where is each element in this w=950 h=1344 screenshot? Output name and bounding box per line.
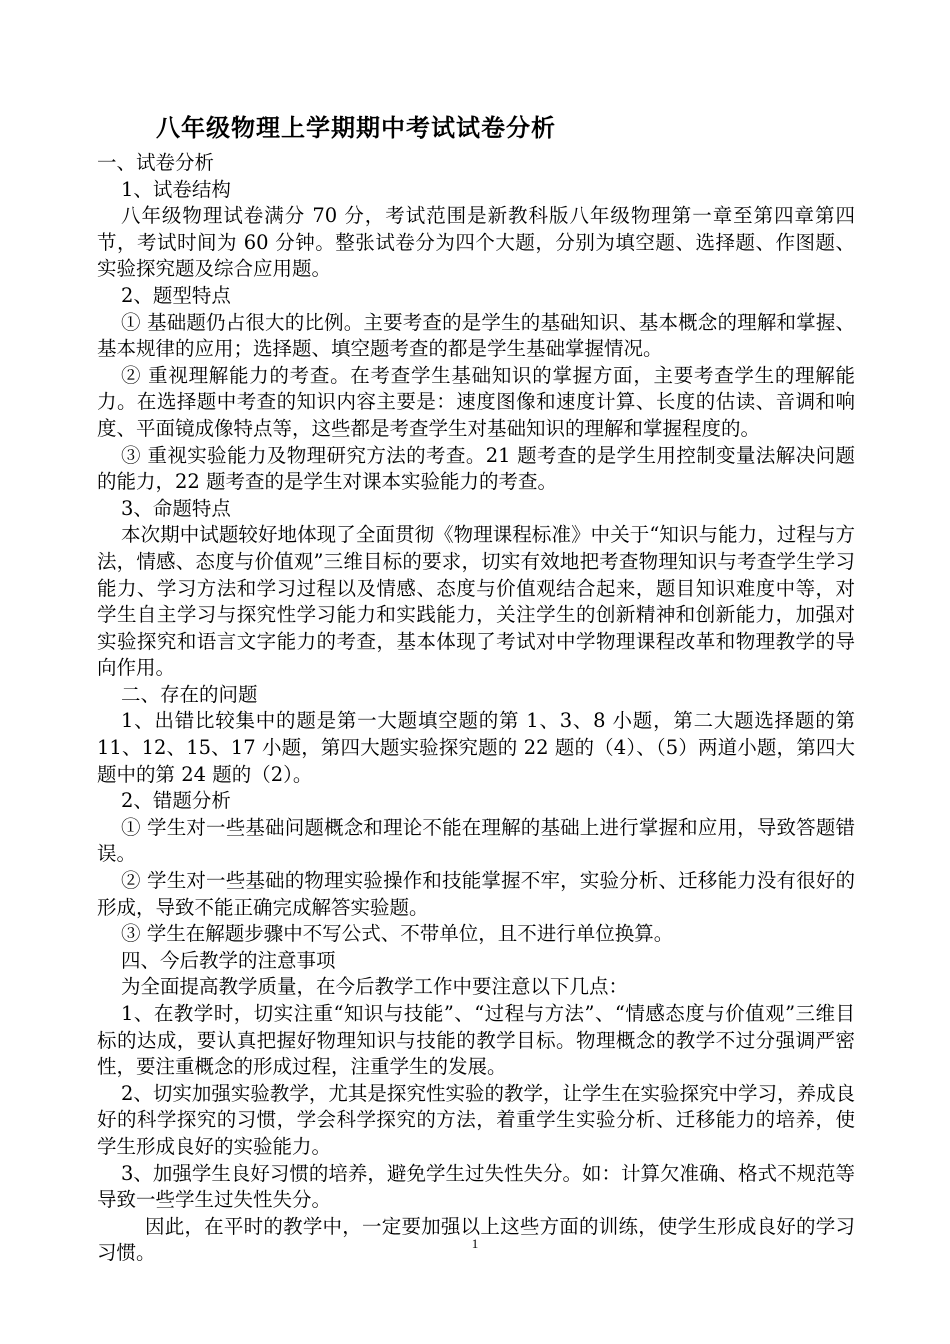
section-heading-4: 四、今后教学的注意事项 (121, 948, 336, 972)
body-paragraph: 本次期中试题较好地体现了全面贯彻《物理课程标准》中关于“知识与能力，过程与方法，情感、态度与价值观”三维目标的要求，切实有效地把考查物理知识与考查学生学习能力、学习方法和学习过程以及情感、态度与价值观结合起来，题目知识难度中等，对学生自主学习与探究性学习能力和实践能力，关注学生的创新精神和创新能力，加强对实验探究和语言文字能力的考查，基本体现了考试对中学物理课程改革和物理教学的导向作用。 (97, 523, 855, 680)
body-paragraph: ① 学生对一些基础问题概念和理论不能在理解的基础上进行掌握和应用，导致答题错误。 (97, 815, 855, 866)
body-paragraph: 3、加强学生良好习惯的培养，避免学生过失性失分。如：计算欠准确、格式不规范等导致一些学生过失性失分。 (97, 1161, 855, 1212)
body-paragraph: 八年级物理试卷满分 70 分，考试范围是新教科版八年级物理第一章至第四章第四节，考试时间为 60 分钟。整张试卷分为四个大题，分别为填空题、选择题、作图题、实验探究题及综合应用题。 (97, 204, 855, 281)
section-heading-2: 二、存在的问题 (121, 682, 258, 706)
body-paragraph: 1、在教学时，切实注重“知识与技能”、“过程与方法”、“情感态度与价值观”三维目标的达成，要认真把握好物理知识与技能的教学目标。物理概念的教学不过分强调严密性，要注重概念的形成过程，注重学生的发展。 (97, 1002, 855, 1079)
subsection-heading: 2、题型特点 (121, 283, 231, 307)
body-paragraph: ① 基础题仍占很大的比例。主要考查的是学生的基础知识、基本概念的理解和掌握、基本规律的应用；选择题、填空题考查的都是学生基础掌握情况。 (97, 310, 855, 361)
document-title: 八年级物理上学期期中考试试卷分析 (156, 113, 556, 142)
subsection-heading: 1、试卷结构 (121, 177, 231, 201)
section-heading-1: 一、试卷分析 (97, 151, 215, 174)
body-paragraph: 2、切实加强实验教学，尤其是探究性实验的教学，让学生在实验探究中学习，养成良好的科学探究的习惯，学会科学探究的方法，着重学生实验分析、迁移能力的培养，使学生形成良好的实验能力。 (97, 1081, 855, 1158)
subsection-heading: 2、错题分析 (121, 789, 231, 813)
document-body (97, 150, 855, 1267)
closing-paragraph: 因此，在平时的教学中，一定要加强以上这些方面的训练，使学生形成良好的学习习惯。 (97, 1214, 855, 1265)
body-paragraph: ② 重视理解能力的考查。在考查学生基础知识的掌握方面，主要考查学生的理解能力。在选择题中考查的知识内容主要是：速度图像和速度计算、长度的估读、音调和响度、平面镜成像特点等，这些都是考查学生对基础知识的理解和掌握程度的。 (97, 363, 855, 440)
body-paragraph: ③ 学生在解题步骤中不写公式、不带单位，且不进行单位换算。 (121, 922, 674, 946)
body-paragraph: ③ 重视实验能力及物理研究方法的考查。21 题考查的是学生用控制变量法解决问题的能力，22 题考查的是学生对课本实验能力的考查。 (97, 443, 855, 494)
body-paragraph: 1、出错比较集中的题是第一大题填空题的第 1、3、8 小题，第二大题选择题的第 11、12、15、17 小题，第四大题实验探究题的 22 题的（4）、（5）两道小题，第四大题中的第 24 题的（2）。 (97, 709, 855, 786)
subsection-heading: 3、命题特点 (121, 496, 231, 520)
page-number: 1 (471, 1236, 479, 1251)
body-paragraph: 为全面提高教学质量，在今后教学工作中要注意以下几点： (121, 975, 629, 999)
body-paragraph: ② 学生对一些基础的物理实验操作和技能掌握不牢，实验分析、迁移能力没有很好的形成，导致不能正确完成解答实验题。 (97, 869, 855, 919)
